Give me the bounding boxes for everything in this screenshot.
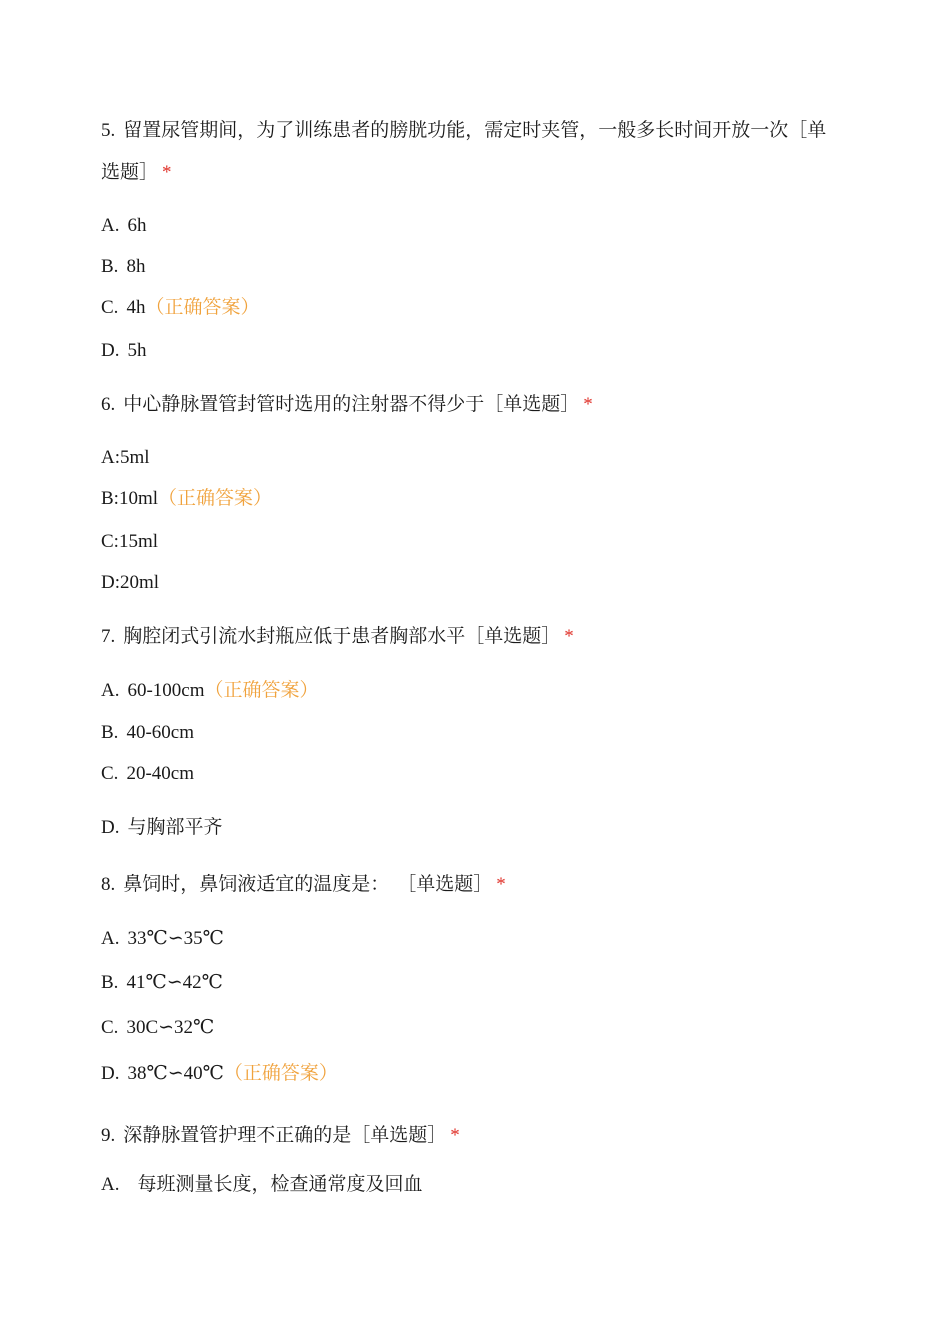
question-6-option-c: [101, 529, 158, 555]
option-text: B:10ml: [101, 488, 159, 509]
question-5-option-b: [101, 254, 145, 280]
question-number: 8.: [101, 874, 116, 895]
option-text: 20-40cm: [126, 763, 194, 784]
question-7-option-c: [101, 761, 194, 787]
correct-answer-marker: （正确答案）: [204, 680, 319, 701]
question-type-tag: ［单选题］: [101, 120, 827, 183]
question-6-title: [101, 392, 593, 418]
option-text: 5h: [127, 340, 147, 361]
option-letter: B.: [101, 722, 119, 743]
option-letter: B.: [101, 256, 119, 277]
option-text: 40-60cm: [126, 722, 194, 743]
option-text: 60-100cm: [127, 680, 205, 701]
question-text: 胸腔闭式引流水封瓶应低于患者胸部水平: [123, 626, 466, 647]
question-number: 9.: [101, 1125, 116, 1146]
option-letter: A.: [101, 215, 120, 236]
option-letter: D.: [101, 817, 120, 838]
option-letter: A.: [101, 928, 120, 949]
question-5-option-c: [101, 295, 259, 321]
question-5-title: [101, 110, 831, 194]
option-text: A:5ml: [101, 447, 150, 468]
option-letter: D.: [101, 340, 120, 361]
option-text: 8h: [126, 256, 146, 277]
question-text: 深静脉置管护理不正确的是: [123, 1125, 352, 1146]
option-text: 与胸部平齐: [127, 817, 223, 838]
question-number: 6.: [101, 394, 116, 415]
question-8-option-c: [101, 1015, 214, 1041]
question-9-option-a: [101, 1172, 423, 1198]
question-text: 中心静脉置管封管时选用的注射器不得少于: [123, 394, 485, 415]
option-text: 6h: [127, 215, 147, 236]
question-5-option-a: [101, 213, 146, 239]
question-type-tag: ［单选题］: [465, 626, 561, 647]
correct-answer-marker: （正确答案）: [158, 488, 273, 509]
question-6-option-d: [101, 570, 159, 596]
question-text: 留置尿管期间，为了训练患者的膀胱功能，需定时夹管，一般多长时间开放一次: [123, 120, 789, 141]
option-letter: B.: [101, 972, 119, 993]
option-text: 33℃∽35℃: [127, 928, 224, 949]
question-number: 7.: [101, 626, 116, 647]
question-7-option-d: [101, 815, 223, 841]
option-text: 41℃∽42℃: [126, 972, 223, 993]
option-text: D:20ml: [101, 572, 160, 593]
option-text: C:15ml: [101, 531, 159, 552]
correct-answer-marker: （正确答案）: [223, 1063, 338, 1084]
option-letter: C.: [101, 297, 119, 318]
question-5-option-d: [101, 338, 146, 364]
required-asterisk: *: [564, 626, 574, 647]
option-letter: A.: [101, 680, 120, 701]
question-6-option-b: [101, 486, 272, 512]
correct-answer-marker: （正确答案）: [145, 297, 260, 318]
question-8-title: [101, 872, 506, 898]
option-text: 4h: [126, 297, 146, 318]
question-type-tag: ［单选题］: [484, 394, 580, 415]
required-asterisk: *: [162, 162, 172, 183]
question-text: 鼻饲时，鼻饲液适宜的温度是：: [123, 874, 390, 895]
question-9-title: [101, 1123, 460, 1149]
question-7-option-a: [101, 678, 319, 704]
question-type-tag: ［单选题］: [397, 874, 493, 895]
option-letter: C.: [101, 763, 119, 784]
option-letter: D.: [101, 1063, 120, 1084]
option-text: 每班测量长度，检查通常度及回血: [137, 1174, 423, 1195]
question-8-option-a: [101, 926, 224, 952]
option-letter: A.: [101, 1174, 120, 1195]
required-asterisk: *: [583, 394, 593, 415]
required-asterisk: *: [496, 874, 506, 895]
question-type-tag: ［单选题］: [351, 1125, 447, 1146]
required-asterisk: *: [450, 1125, 460, 1146]
question-8-option-b: [101, 970, 223, 996]
option-text: 38℃∽40℃: [127, 1063, 224, 1084]
option-text: 30C∽32℃: [126, 1017, 215, 1038]
question-7-title: [101, 624, 574, 650]
option-letter: C.: [101, 1017, 119, 1038]
question-number: 5.: [101, 120, 116, 141]
question-8-option-d: [101, 1061, 338, 1087]
question-6-option-a: [101, 445, 150, 471]
question-7-option-b: [101, 720, 194, 746]
